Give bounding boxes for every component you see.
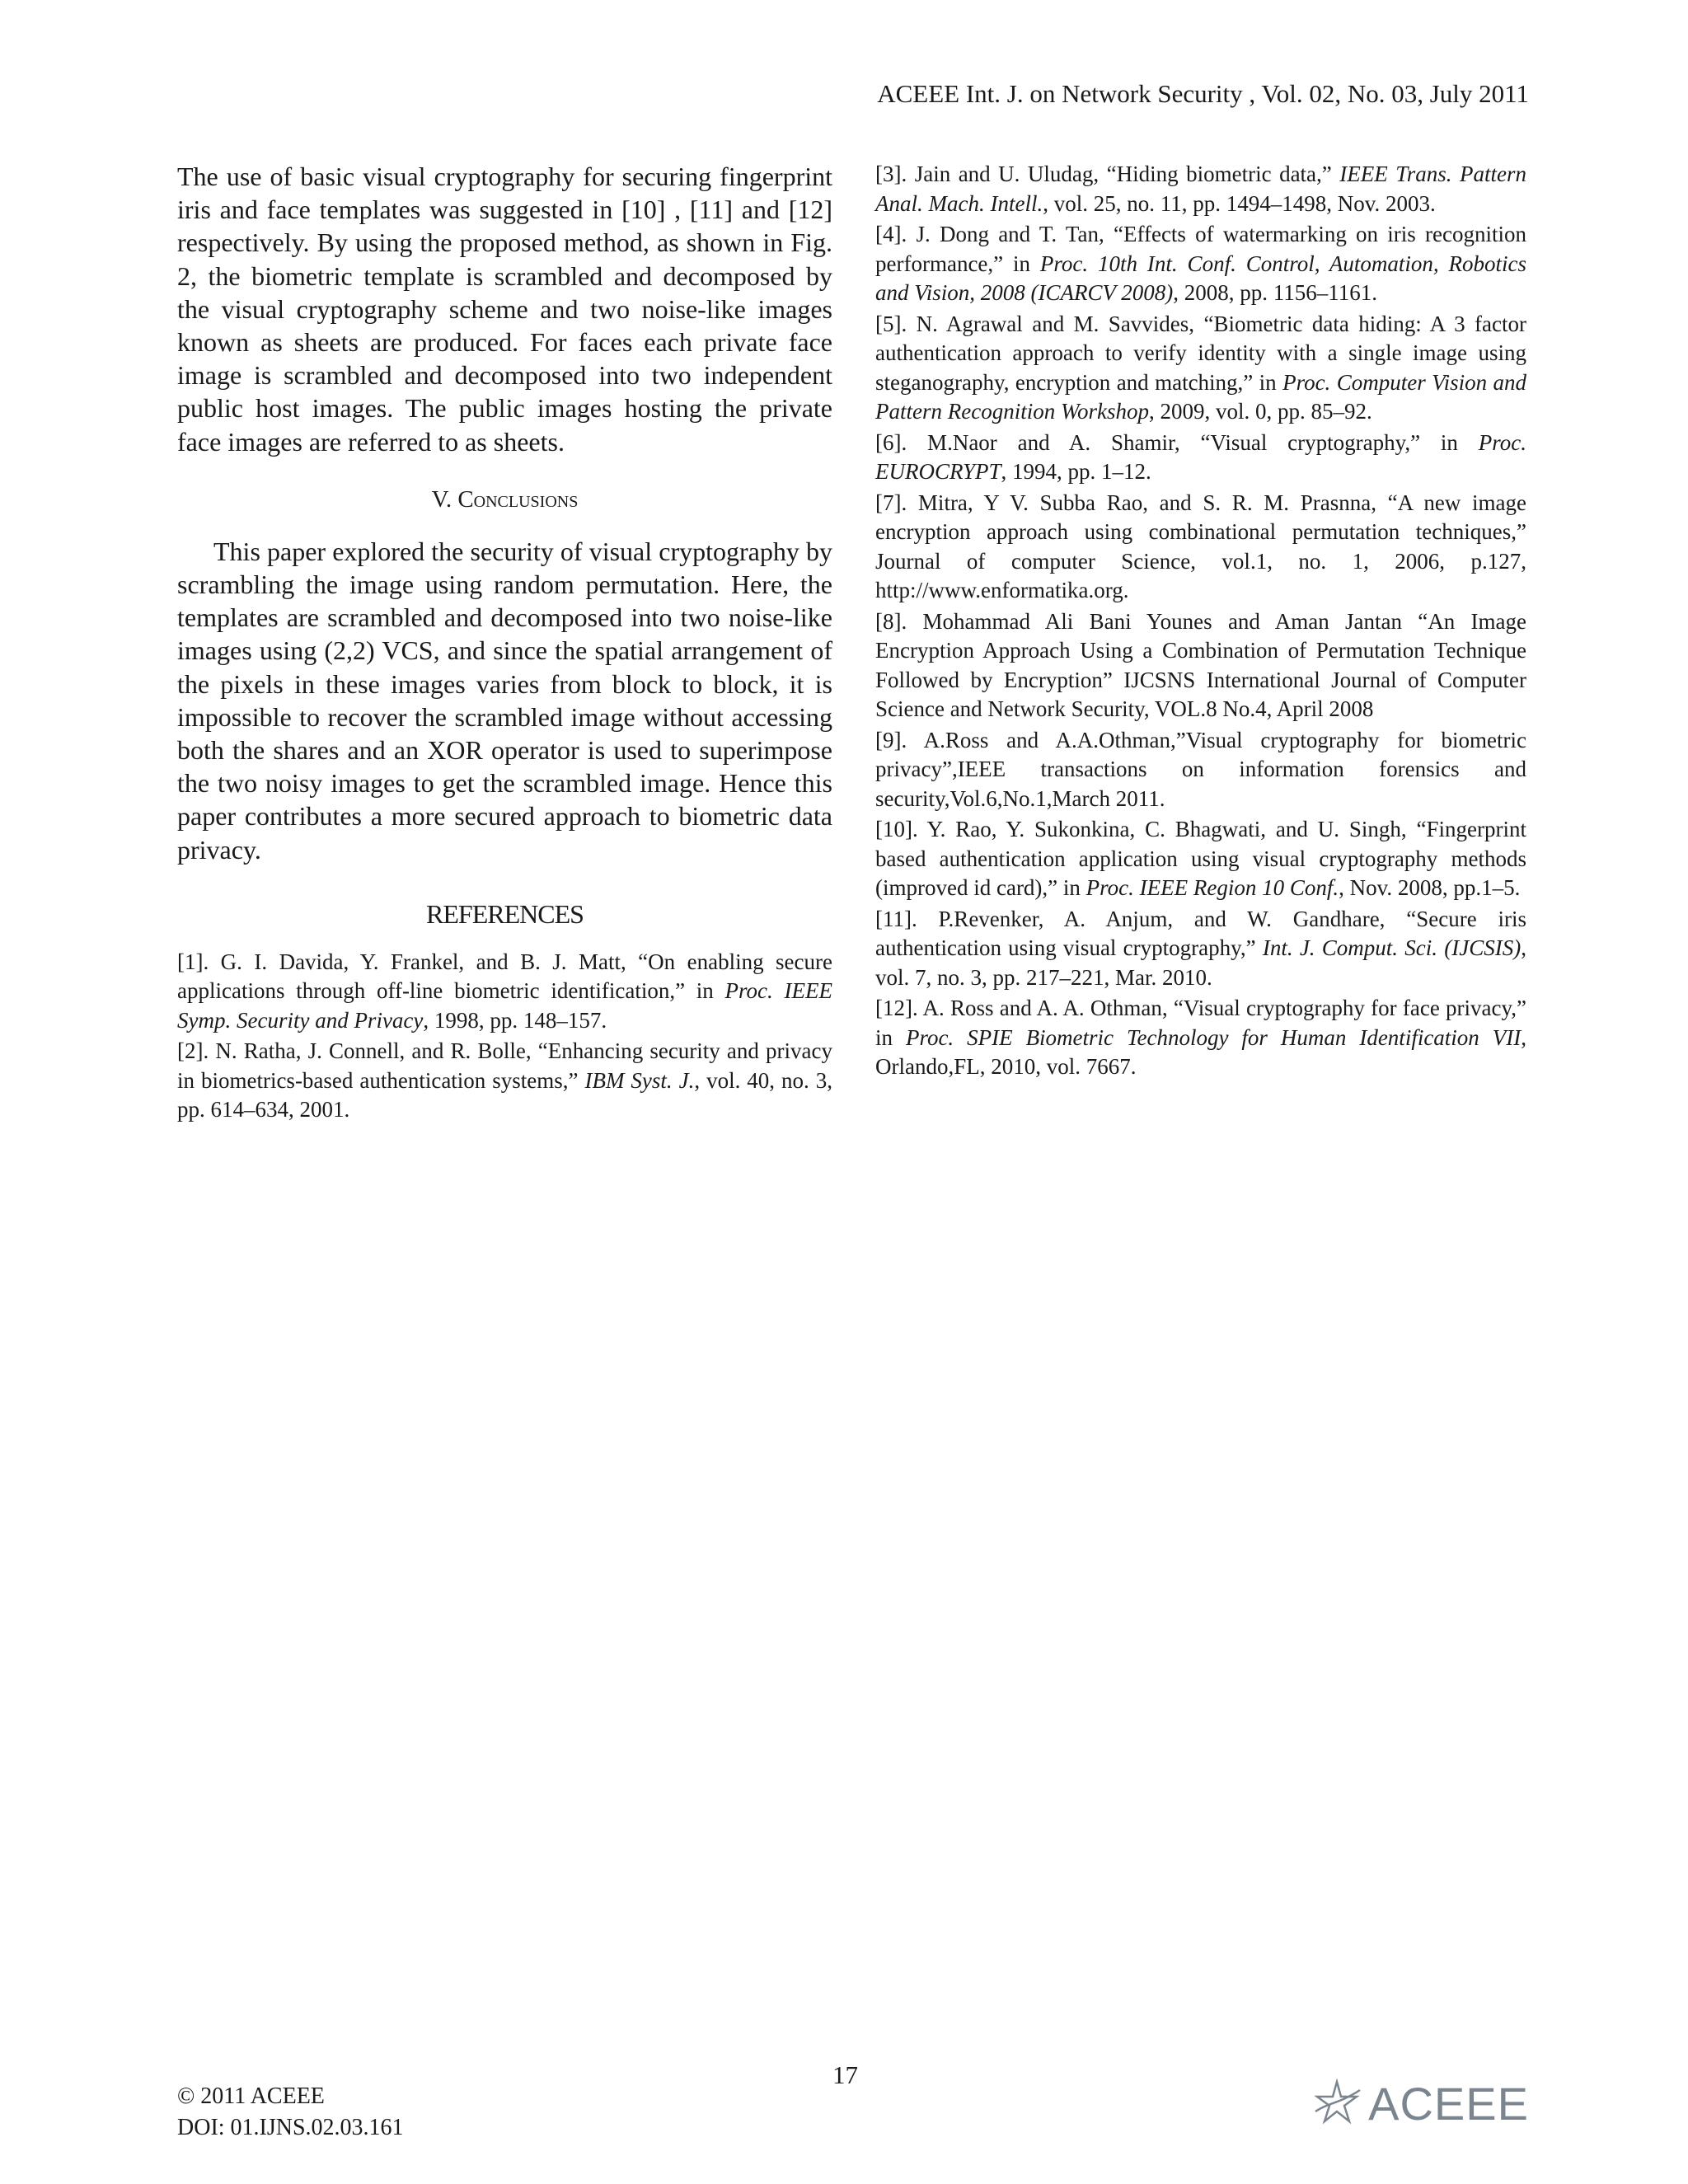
publisher-logo xyxy=(1312,2077,1529,2130)
reference-item: [6]. M.Naor and A. Shamir, “Visual cryptography,” in Proc. EUROCRYPT, 1994, pp. 1–12. xyxy=(875,429,1526,484)
footer-info xyxy=(177,2081,404,2144)
logo-text: ACEEE xyxy=(1368,2078,1529,2130)
reference-item: [4]. J. Dong and T. Tan, “Effects of watermarking on iris recognition performance,” in Proc. 10th Int. Conf. Control, Automation, Robotics and Vision, 2008 (ICARCV 2008), 2008, pp. 1156–1161. xyxy=(875,222,1526,305)
body-paragraph: The use of basic visual cryptography for securing fingerprint iris and face templates was suggested in [10] , [11] and [12] respectively. By using the proposed method, as shown in Fig. 2, the biometric template is scrambled and decomposed by the visual cryptography scheme and two noise-like images known as sheets are produced. For faces each private face image is scrambled and decomposed into two independent public host images. The public images hosting the private face images are referred to as sheets. xyxy=(177,162,832,457)
section-heading-conclusions: V. Conclusions xyxy=(431,485,579,513)
reference-item: [10]. Y. Rao, Y. Sukonkina, C. Bhagwati, and U. Singh, “Fingerprint based authentication application using visual cryptography methods (improved id card),” in Proc. IEEE Region 10 Conf., Nov. 2008, pp.1–5. xyxy=(875,817,1526,900)
reference-item: [7]. Mitra, Y V. Subba Rao, and S. R. M. Prasnna, “A new image encryption approach using combinational permutation techniques,” Journal of computer Science, vol.1, no. 1, 2006, p.127, http://www.enformatika.org. xyxy=(875,490,1526,602)
reference-item: [3]. Jain and U. Uludag, “Hiding biometric data,” IEEE Trans. Pattern Anal. Mach. Intell., vol. 25, no. 11, pp. 1494–1498, Nov. 2003. xyxy=(875,162,1526,216)
reference-item: [5]. N. Agrawal and M. Savvides, “Biometric data hiding: A 3 factor authentication approach to verify identity with a single image using steganography, encryption and matching,” in Proc. Computer Vision and Pattern Recognition Workshop, 2009, vol. 0, pp. 85–92. xyxy=(875,311,1526,424)
references-heading: REFERENCES xyxy=(426,898,584,929)
reference-item: [1]. G. I. Davida, Y. Frankel, and B. J. Matt, “On enabling secure applications through off-line biometric identification,” in Proc. IEEE Symp. Security and Privacy, 1998, pp. 148–157. xyxy=(177,949,832,1033)
reference-list-left xyxy=(177,948,832,1125)
conclusions-paragraph: This paper explored the security of visual cryptography by scrambling the image using random permutation. Here, the templates are scrambled and decomposed into two noise-like images using (2,2) VCS, and since the spatial arrangement of the pixels in these images varies from block to block, it is impossible to recover the scrambled image without accessing both the shares and an XOR operator is used to superimpose the two noisy images to get the scrambled image. Hence this paper contributes a more secured approach to biometric data privacy. xyxy=(177,536,832,865)
reference-item: [8]. Mohammad Ali Bani Younes and Aman Jantan “An Image Encryption Approach Using a Combination of Permutation Technique Followed by Encryption” IJCSNS International Journal of Computer Science and Network Security, VOL.8 No.4, April 2008 xyxy=(875,608,1526,721)
reference-item: [11]. P.Revenker, A. Anjum, and W. Gandhare, “Secure iris authentication using visual cryptography,” Int. J. Comput. Sci. (IJCSIS), vol. 7, no. 3, pp. 217–221, Mar. 2010. xyxy=(875,906,1526,990)
copyright-text: © 2011 ACEEE xyxy=(177,2083,325,2109)
left-column xyxy=(177,160,832,1127)
reference-item: [2]. N. Ratha, J. Connell, and R. Bolle, “Enhancing security and privacy in biometrics-based authentication systems,” IBM Syst. J., vol. 40, no. 3, pp. 614–634, 2001. xyxy=(177,1038,832,1122)
page-number: 17 xyxy=(832,2060,858,2089)
doi-text: DOI: 01.IJNS.02.03.161 xyxy=(177,2115,404,2140)
running-header: ACEEE Int. J. on Network Security , Vol. 02, No. 03, July 2011 xyxy=(877,79,1529,108)
reference-item: [12]. A. Ross and A. A. Othman, “Visual cryptography for face privacy,” in Proc. SPIE Biometric Technology for Human Identification VII, Orlando,FL, 2010, vol. 7667. xyxy=(875,996,1526,1079)
right-column xyxy=(875,160,1526,1084)
reference-item: [9]. A.Ross and A.A.Othman,”Visual cryptography for biometric privacy”,IEEE transactions on information forensics and security,Vol.6,No.1,March 2011. xyxy=(875,727,1526,811)
star-swirl-icon xyxy=(1312,2079,1363,2129)
